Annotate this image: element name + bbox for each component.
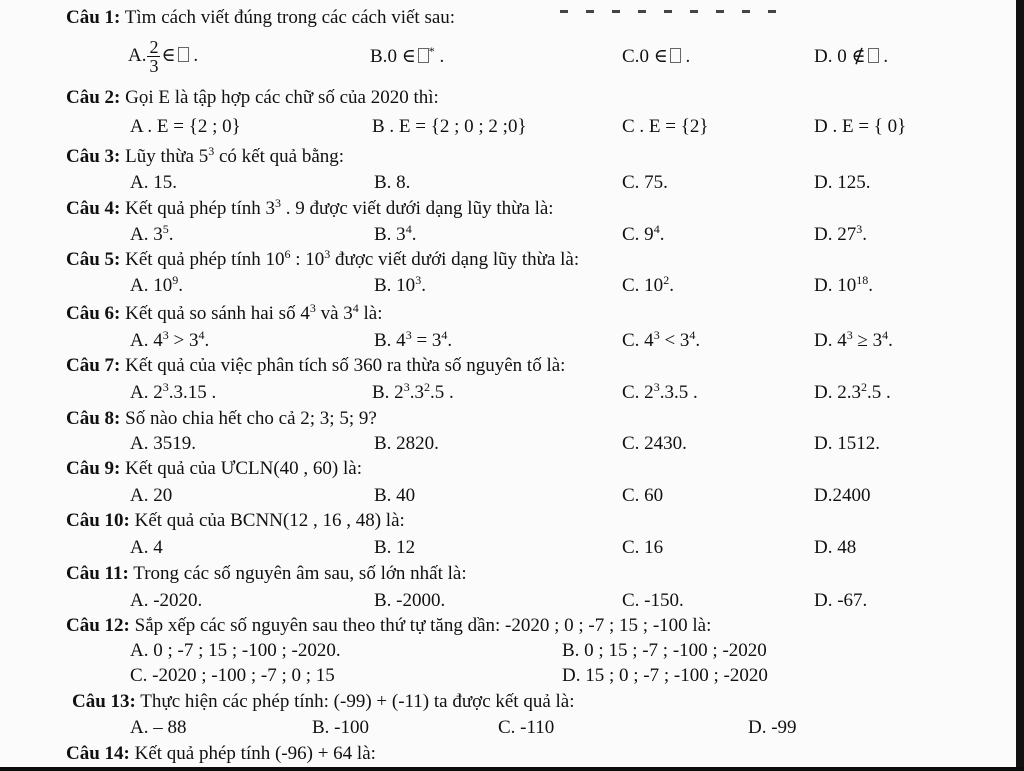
q4-option-b: B. $3^4$.	[374, 222, 417, 245]
question-8: Câu 8: Số nào chia hết cho cả 2; 3; 5; 9?	[66, 408, 377, 429]
question-1: Câu 1: Tìm cách viết đúng trong các cách viết sau:	[66, 7, 456, 28]
set-symbol-icon	[178, 47, 189, 62]
q4-option-d: D. $27^3$.	[814, 222, 867, 245]
q5-option-c: C. $10^2$.	[622, 273, 674, 296]
q5-option-a: A. $10^9$.	[130, 273, 183, 296]
q9-option-b: B. 40	[374, 485, 416, 506]
q3-option-b: B. 8.	[374, 172, 411, 193]
set-symbol-icon	[868, 48, 879, 63]
bottom-edge	[0, 767, 1024, 771]
q1-option-d: D. 0 ∉ .	[814, 46, 889, 67]
q8-option-a: A. 3519.	[130, 433, 196, 454]
q10-option-b: B. 12	[374, 537, 416, 558]
q3-option-d: D. 125.	[814, 172, 871, 193]
q13-option-b: B. -100	[312, 717, 369, 738]
top-edge-marks	[560, 0, 860, 3]
q13-option-a: A. – 88	[130, 717, 187, 738]
q6-option-a: A. $4^3 > 3^4$.	[130, 328, 210, 351]
q6-option-d: D. $4^3 \ge 3^4$.	[814, 328, 893, 351]
q10-option-a: A. 4	[130, 537, 163, 558]
set-symbol-icon	[670, 48, 681, 63]
question-13: Câu 13: Thực hiện các phép tính: (-99) + (-11) ta được kết quả là:	[72, 691, 575, 712]
q5-option-d: D. $10^{18}$.	[814, 273, 873, 296]
q2-option-a: A . E = {2 ; 0}	[130, 116, 241, 137]
question-7: Câu 7: Kết quả của việc phân tích số 360 ra thừa số nguyên tố là:	[66, 355, 566, 376]
question-12: Câu 12: Sắp xếp các số nguyên sau theo thứ tự tăng dần: -2020 ; 0 ; -7 ; 15 ; -100 là:	[66, 615, 712, 636]
q12-option-b: B. 0 ; 15 ; -7 ; -100 ; -2020	[562, 640, 767, 661]
q13-option-c: C. -110	[498, 717, 555, 738]
q8-option-c: C. 2430.	[622, 433, 687, 454]
question-5: Câu 5: Kết quả phép tính $10^6$ : $10^3$ được viết dưới dạng lũy thừa là:	[66, 247, 580, 270]
question-11: Câu 11: Trong các số nguyên âm sau, số lớn nhất là:	[66, 563, 467, 584]
q2-option-b: B . E = {2 ; 0 ; 2 ;0}	[372, 116, 527, 137]
q9-option-d: D.2400	[814, 485, 871, 506]
q4-option-a: A. $3^5$.	[130, 222, 174, 245]
question-4: Câu 4: Kết quả phép tính $3^3$ . 9 được viết dưới dạng lũy thừa là:	[66, 196, 554, 219]
q3-option-c: C. 75.	[622, 172, 668, 193]
q13-option-d: D. -99	[748, 717, 797, 738]
q1-option-a: A. $\frac{2}{3}$ ∈ .	[128, 37, 199, 76]
question-14: Câu 14: Kết quả phép tính (-96) + 64 là:	[66, 743, 376, 764]
question-9: Câu 9: Kết quả của ƯCLN(40 , 60) là:	[66, 458, 362, 479]
q3-option-a: A. 15.	[130, 172, 177, 193]
q2-option-c: C . E = {2}	[622, 116, 709, 137]
q11-option-d: D. -67.	[814, 590, 868, 611]
q7-option-c: C. $2^3.3.5$ .	[622, 380, 698, 403]
q10-option-c: C. 16	[622, 537, 664, 558]
q5-option-b: B. $10^3$.	[374, 273, 426, 296]
q6-option-b: B. $4^3 = 3^4$.	[374, 328, 453, 351]
q9-option-c: C. 60	[622, 485, 664, 506]
fraction: $\frac{2}{3}$	[149, 37, 159, 76]
q11-option-c: C. -150.	[622, 590, 684, 611]
q1-option-c: C.0 ∈ .	[622, 46, 691, 67]
q8-option-d: D. 1512.	[814, 433, 880, 454]
q1-option-b: B.0 ∈ * .	[370, 44, 445, 67]
q6-option-c: C. $4^3 < 3^4$.	[622, 328, 701, 351]
q11-option-a: A. -2020.	[130, 590, 203, 611]
q12-option-a: A. 0 ; -7 ; 15 ; -100 ; -2020.	[130, 640, 341, 661]
question-10: Câu 10: Kết quả của BCNN(12 , 16 , 48) là:	[66, 510, 405, 531]
q11-option-b: B. -2000.	[374, 590, 446, 611]
q2-option-d: D . E = { 0}	[814, 116, 907, 137]
question-6: Câu 6: Kết quả so sánh hai số $4^3$ và $3^4$ là:	[66, 301, 383, 324]
q10-option-d: D. 48	[814, 537, 857, 558]
set-symbol-icon	[418, 48, 429, 63]
q12-option-d: D. 15 ; 0 ; -7 ; -100 ; -2020	[562, 665, 768, 686]
q7-option-b: B. $2^3.3^2.5$ .	[372, 380, 454, 403]
q4-option-c: C. $9^4$.	[622, 222, 665, 245]
q7-option-d: D. $2.3^2.5$ .	[814, 380, 891, 403]
question-3: Câu 3: Lũy thừa $5^3$ có kết quả bằng:	[66, 144, 345, 167]
q9-option-a: A. 20	[130, 485, 173, 506]
q7-option-a: A. $2^3.3.15$ .	[130, 380, 217, 403]
q8-option-b: B. 2820.	[374, 433, 439, 454]
question-2: Câu 2: Gọi E là tập hợp các chữ số của 2020 thì:	[66, 87, 439, 108]
q12-option-c: C. -2020 ; -100 ; -7 ; 0 ; 15	[130, 665, 335, 686]
